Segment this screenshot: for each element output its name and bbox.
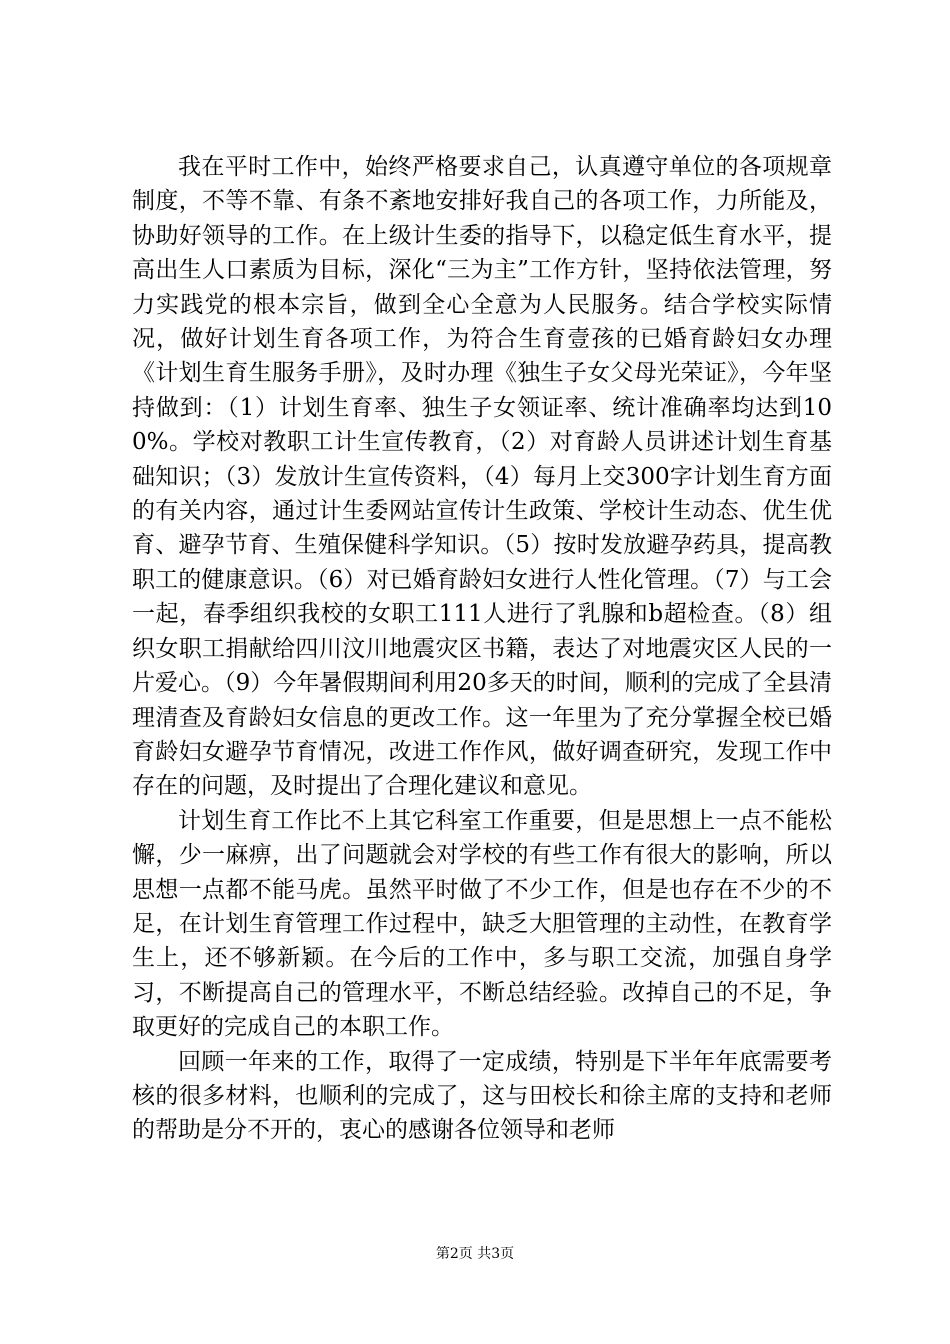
page-number-footer: 第2页 共3页	[435, 1246, 515, 1262]
paragraph-acknowledgement: 回顾一年来的工作，取得了一定成绩，特别是下半年年底需要考核的很多材料，也顺利的完成了，这与田校长和徐主席的支持和老师的帮助是分不开的，衷心的感谢各位领导和老师	[132, 1048, 832, 1144]
document-body	[132, 150, 832, 1148]
paragraph-shortcomings: 计划生育工作比不上其它科室工作重要，但是思想上一点不能松懈，少一麻痹，出了问题就会对学校的有些工作有很大的影响，所以思想一点都不能马虎。虽然平时做了不少工作，但是也存在不少的不足，在计划生育管理工作过程中，缺乏大胆管理的主动性，在教育学生上，还不够新颖。在今后的工作中，多与职工交流，加强自身学习，不断提高自己的管理水平，不断总结经验。改掉自己的不足，争取更好的完成自己的本职工作。	[132, 807, 832, 1041]
paragraph-work-summary: 我在平时工作中，始终严格要求自己，认真遵守单位的各项规章制度，不等不靠、有条不紊地安排好我自己的各项工作，力所能及，协助好领导的工作。在上级计生委的指导下，以稳定低生育水平，提高出生人口素质为目标，深化“三为主”工作方针，坚持依法管理，努力实践党的根本宗旨，做到全心全意为人民服务。结合学校实际情况，做好计划生育各项工作，为符合生育壹孩的已婚育龄妇女办理《计划生育生服务手册》，及时办理《独生子女父母光荣证》，今年坚持做到：（1）计划生育率、独生子女领证率、统计准确率均达到100%。学校对教职工计生宣传教育，（2）对育龄人员讲述计划生育基础知识；（3）发放计生宣传资料，（4）每月上交300字计划生育方面的有关内容，通过计生委网站宣传计生政策、学校计生动态、优生优育、避孕节育、生殖保健科学知识。（5）按时发放避孕药具，提高教职工的健康意识。（6）对已婚育龄妇女进行人性化管理。（7）与工会一起，春季组织我校的女职工111人进行了乳腺和b超检查。（8）组织女职工捐献给四川汶川地震灾区书籍，表达了对地震灾区人民的一片爱心。（9）今年暑假期间利用20多天的时间，顺利的完成了全县清理清查及育龄妇女信息的更改工作。这一年里为了充分掌握全校已婚育龄妇女避孕节育情况，改进工作作风，做好调查研究，发现工作中存在的问题，及时提出了合理化建议和意见。	[132, 154, 832, 800]
